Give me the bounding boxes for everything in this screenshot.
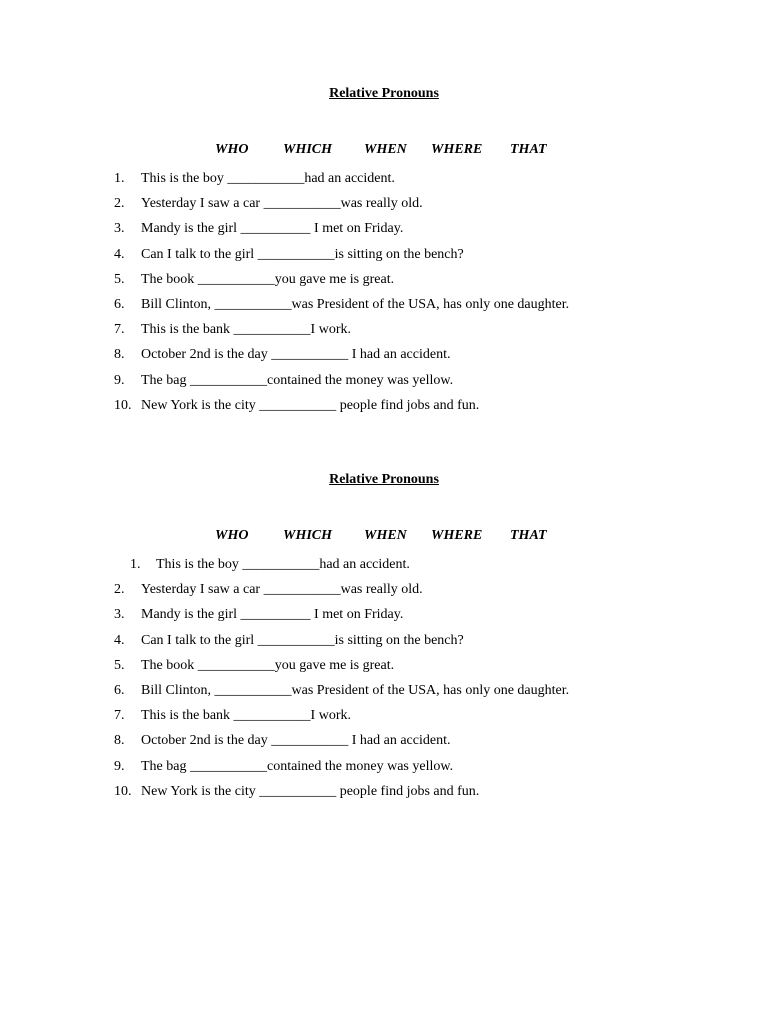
item-number: 7. xyxy=(114,708,125,724)
list-item xyxy=(0,346,768,371)
worksheet-title: Relative Pronouns xyxy=(329,472,439,487)
list-item xyxy=(0,397,768,422)
list-item xyxy=(0,682,768,707)
item-number: 1. xyxy=(130,557,141,572)
list-item xyxy=(0,220,768,245)
item-sentence: October 2nd is the day ___________ I had an accident. xyxy=(141,733,451,749)
item-sentence: New York is the city ___________ people find jobs and fun. xyxy=(141,397,480,413)
list-item xyxy=(0,321,768,346)
list-item xyxy=(0,732,768,757)
item-sentence: The book ___________you gave me is great. xyxy=(141,657,395,673)
list-item xyxy=(0,657,768,682)
item-sentence: Mandy is the girl __________ I met on Friday. xyxy=(141,221,404,237)
item-sentence: Bill Clinton, ___________was President of the USA, has only one daughter. xyxy=(141,296,570,312)
list-item xyxy=(0,783,768,808)
item-number: 4. xyxy=(114,632,125,648)
item-number: 10. xyxy=(114,783,132,799)
list-item xyxy=(0,246,768,271)
item-number: 9. xyxy=(114,758,125,774)
word-bank-item: WHO xyxy=(215,142,249,157)
item-sentence: The bag ___________contained the money was yellow. xyxy=(141,372,454,388)
word-bank-item: WHEN xyxy=(364,528,407,543)
item-sentence: October 2nd is the day ___________ I had an accident. xyxy=(141,347,451,363)
item-sentence: Mandy is the girl __________ I met on Friday. xyxy=(141,607,404,623)
item-number: 2. xyxy=(114,582,125,598)
item-number: 8. xyxy=(114,347,125,363)
item-sentence: This is the bank ___________I work. xyxy=(141,708,351,724)
item-number: 2. xyxy=(114,196,125,212)
item-number: 6. xyxy=(114,296,125,312)
item-sentence: Can I talk to the girl ___________is sitting on the bench? xyxy=(141,246,464,262)
item-number: 10. xyxy=(114,397,132,413)
list-item xyxy=(0,556,768,581)
worksheet-title: Relative Pronouns xyxy=(329,86,439,101)
item-number: 3. xyxy=(114,221,125,237)
word-bank xyxy=(0,142,768,160)
item-sentence: The book ___________you gave me is great. xyxy=(141,271,395,287)
word-bank-item: WHO xyxy=(215,528,249,543)
item-number: 6. xyxy=(114,682,125,698)
word-bank-item: THAT xyxy=(510,142,547,157)
exercise-list xyxy=(0,556,768,808)
item-number: 7. xyxy=(114,322,125,338)
item-sentence: Yesterday I saw a car ___________was really old. xyxy=(141,582,423,598)
item-number: 8. xyxy=(114,733,125,749)
item-number: 1. xyxy=(114,171,125,186)
word-bank-item: WHEN xyxy=(364,142,407,157)
list-item xyxy=(0,170,768,195)
word-bank-item: WHICH xyxy=(283,142,333,157)
item-sentence: This is the boy ___________had an accident. xyxy=(156,557,410,572)
list-item xyxy=(0,632,768,657)
word-bank-item: WHERE xyxy=(431,528,483,543)
list-item xyxy=(0,195,768,220)
item-sentence: This is the boy ___________had an accident. xyxy=(141,171,395,186)
word-bank-item: WHICH xyxy=(283,528,333,543)
item-sentence: Can I talk to the girl ___________is sitting on the bench? xyxy=(141,632,464,648)
item-number: 5. xyxy=(114,657,125,673)
item-number: 4. xyxy=(114,246,125,262)
list-item xyxy=(0,296,768,321)
item-sentence: New York is the city ___________ people find jobs and fun. xyxy=(141,783,480,799)
list-item xyxy=(0,271,768,296)
list-item xyxy=(0,707,768,732)
item-number: 3. xyxy=(114,607,125,623)
item-number: 9. xyxy=(114,372,125,388)
list-item xyxy=(0,758,768,783)
word-bank xyxy=(0,528,768,546)
list-item xyxy=(0,372,768,397)
exercise-list xyxy=(0,170,768,422)
item-sentence: The bag ___________contained the money was yellow. xyxy=(141,758,454,774)
list-item xyxy=(0,606,768,631)
item-sentence: This is the bank ___________I work. xyxy=(141,322,351,338)
word-bank-item: WHERE xyxy=(431,142,483,157)
word-bank-item: THAT xyxy=(510,528,547,543)
item-sentence: Bill Clinton, ___________was President of the USA, has only one daughter. xyxy=(141,682,570,698)
list-item xyxy=(0,581,768,606)
item-sentence: Yesterday I saw a car ___________was really old. xyxy=(141,196,423,212)
item-number: 5. xyxy=(114,271,125,287)
